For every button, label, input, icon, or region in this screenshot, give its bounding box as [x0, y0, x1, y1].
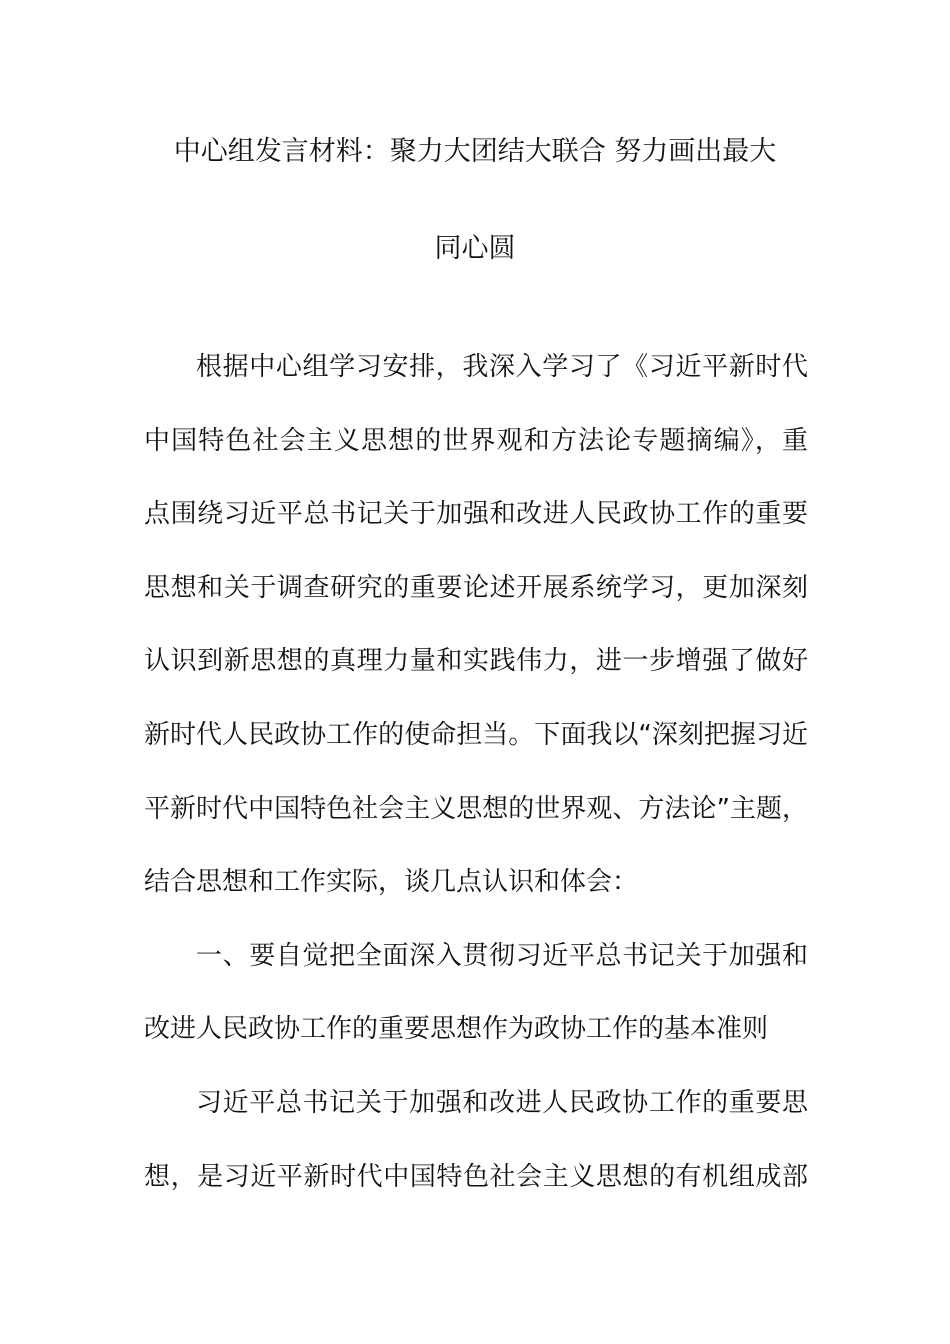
- paragraph-line: 思想和关于调查研究的重要论述开展系统学习，更加深刻: [144, 572, 808, 603]
- paragraph-line: 新时代人民政协工作的使命担当。下面我以“深刻把握习近: [144, 719, 808, 750]
- paragraph-line: 结合思想和工作实际，谈几点认识和体会：: [144, 867, 639, 898]
- section-heading-line: 改进人民政协工作的重要思想作为政协工作的基本准则: [144, 1014, 769, 1045]
- paragraph-line: 习近平总书记关于加强和改进人民政协工作的重要思: [196, 1087, 808, 1118]
- section-heading-line: 一、要自觉把全面深入贯彻习近平总书记关于加强和: [196, 940, 808, 971]
- paragraph-line: 认识到新思想的真理力量和实践伟力，进一步增强了做好: [144, 646, 808, 677]
- document-title-line-2: 同心圆: [434, 233, 516, 264]
- paragraph-line: 点围绕习近平总书记关于加强和改进人民政协工作的重要: [144, 499, 808, 530]
- paragraph-line: 根据中心组学习安排，我深入学习了《习近平新时代: [196, 352, 808, 382]
- paragraph-line: 中国特色社会主义思想的世界观和方法论专题摘编》，重: [144, 425, 808, 456]
- paragraph-line: 平新时代中国特色社会主义思想的世界观、方法论”主题，: [144, 793, 808, 824]
- document-body: [144, 349, 808, 1232]
- paragraph-line: 想，是习近平新时代中国特色社会主义思想的有机组成部: [144, 1161, 808, 1192]
- document-title-line-1: 中心组发言材料：聚力大团结大联合 努力画出最大: [173, 136, 777, 167]
